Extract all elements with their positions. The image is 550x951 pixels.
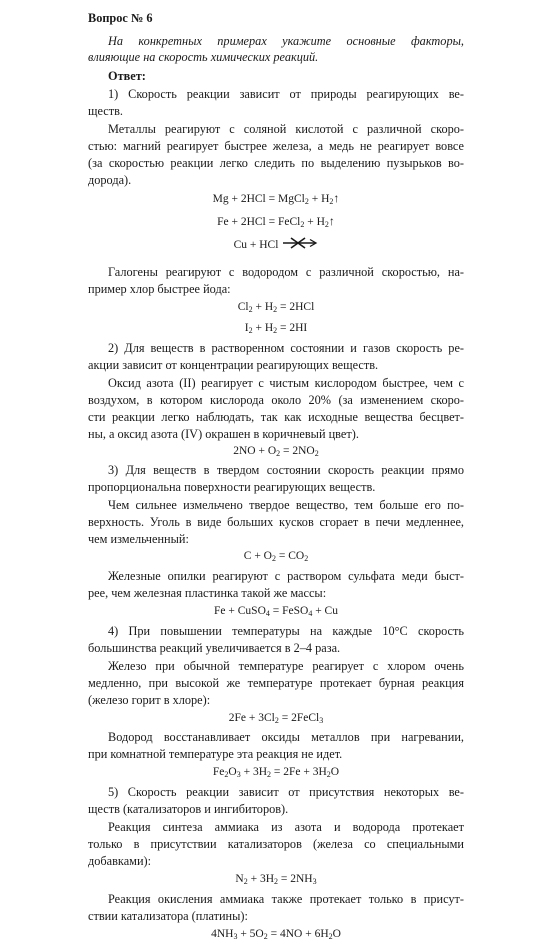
ammonia-text-line-2: только в присутствии катализаторов (железа со специальными (88, 837, 464, 851)
no-text-line-3: сти реакции легко наблюдать, так как исходные вещества бесцвет- (88, 410, 464, 424)
factor-2-line-1: 2) Для веществ в растворенном состоянии и газов скорость ре- (108, 341, 464, 355)
factor-1-line-1: 1) Скорость реакции зависит от природы реагирующих ве- (108, 87, 464, 101)
no-reaction-crossed-arrow-icon (282, 237, 318, 249)
equation-fe-cl2: $2Fe + 3Cl_2$ = 2FeCl$_3$ (228, 712, 324, 725)
question-title: Вопрос № 6 (88, 11, 153, 25)
factor-3-line-1: 3) Для веществ в твердом состоянии скорость реакции прямо (108, 463, 464, 477)
halogens-text-line-1: Галогены реагируют с водородом с различной скоростью, на- (108, 265, 464, 279)
factor-2-line-2: акции зависит от концентрации реагирующих веществ. (88, 358, 379, 372)
question-text-line-1: На конкретных примерах укажите основные факторы, (108, 34, 464, 48)
halogens-text-line-2: пример хлор быстрее йода: (88, 282, 231, 296)
answer-label: Ответ: (108, 69, 146, 83)
iron-text-line-1: Железные опилки реагируют с раствором сульфата меди быст- (108, 569, 464, 583)
equation-mg-hcl: Mg + 2HCl = MgCl$_2$ + $H_2↑$ (212, 191, 340, 206)
gas-arrow-icon: ↑ (333, 191, 340, 205)
equation-cu-hcl: Cu + HCl (88, 237, 464, 254)
oxidation-text-line-1: Реакция окисления аммиака также протекает только в присут- (108, 892, 464, 906)
question-text-line-2: влияющие на скорость химических реакций. (88, 50, 319, 64)
coal-text-line-1: Чем сильнее измельчено твердое вещество, тем больше его по- (108, 498, 464, 512)
no-text-line-2: воздухом, в котором кислорода около 20% (за изменением скоро- (88, 393, 464, 407)
metals-text-line-4: дорода). (88, 173, 132, 187)
factor-1-line-2: ществ. (88, 104, 123, 118)
factor-3-line-2: пропорциональна поверхности реагирующих веществ. (88, 480, 376, 494)
metals-text-line-3: (за скоростью реакции легко следить по выделению пузырьков во- (88, 156, 464, 170)
metals-text-line-1: Металлы реагируют с соляной кислотой с различной скоро- (108, 122, 464, 136)
equation-n2-h2: $N_2 + 3H_2 = 2NH_3$ (235, 873, 317, 886)
equation-no-o2: $2NO + O_2 = 2NO_2$ (233, 445, 319, 458)
equation-fe-hcl: Fe + 2HCl = FeCl$_2$ + $H_2↑$ (217, 214, 335, 229)
factor-4-line-2: большинства реакций увеличивается в 2–4 раза. (88, 641, 341, 655)
no-text-line-1: Оксид азота (II) реагирует с чистым кислородом быстрее, чем с (108, 376, 464, 390)
chlorine-text-line-2: медленно, при высокой же температуре протекает бурная реакция (88, 676, 464, 690)
equation-fe2o3-h2: $Fe_2O_3 + 3H_2 = 2Fe + 3H_2O$ (212, 766, 340, 779)
equation-cl2-h2: $Cl_2 + H_2 = 2HCl$ (237, 301, 315, 314)
gas-arrow-icon: ↑ (328, 214, 335, 228)
equation-fe-cuso4: Fe + CuSO$_4$ = FeSO$_4$ + Cu (214, 605, 338, 618)
coal-text-line-2: верхность. Уголь в виде больших кусков сгорает в печи медленнее, (88, 515, 464, 529)
no-text-line-4: ны, а оксид азота (IV) окрашен в коричневый цвет). (88, 427, 359, 441)
equation-i2-h2: $I_2 + H_2 = 2HI$ (244, 322, 308, 335)
metals-text-line-2: стью: магний реагирует быстрее железа, а медь не реагирует вовсе (88, 139, 464, 153)
hydrogen-text-line-1: Водород восстанавливает оксиды металлов при нагревании, (108, 730, 464, 744)
equation-nh3-o2: $4NH_3 + 5O_2 = 4NO + 6H_2O$ (211, 928, 341, 941)
equation-c-o2: $C + O_2 = CO_2$ (243, 550, 309, 563)
factor-5-line-1: 5) Скорость реакции зависит от присутствия некоторых ве- (108, 785, 464, 799)
hydrogen-text-line-2: при комнатной температуре эта реакция не идет. (88, 747, 343, 761)
coal-text-line-3: чем измельченный: (88, 532, 189, 546)
factor-5-line-2: ществ (катализаторов и ингибиторов). (88, 802, 289, 816)
iron-text-line-2: рее, чем железная пластинка такой же массы: (88, 586, 327, 600)
chlorine-text-line-3: (железо горит в хлоре): (88, 693, 211, 707)
chlorine-text-line-1: Железо при обычной температуре реагирует с хлором очень (108, 659, 464, 673)
oxidation-text-line-2: ствии катализатора (платины): (88, 909, 248, 923)
ammonia-text-line-3: добавками): (88, 854, 152, 868)
ammonia-text-line-1: Реакция синтеза аммиака из азота и водорода протекает (108, 820, 464, 834)
factor-4-line-1: 4) При повышении температуры на каждые 10°С скорость (108, 624, 464, 638)
